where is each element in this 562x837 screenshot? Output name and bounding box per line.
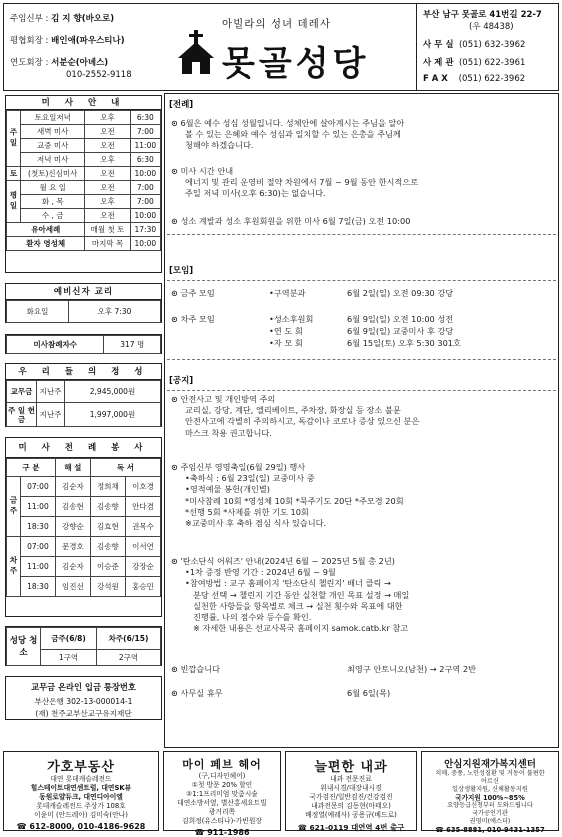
church-name: 못골성당 — [222, 44, 370, 84]
offering-box — [5, 363, 162, 427]
table-row: 18:30 임진선 강석원 홍승민 — [7, 577, 161, 597]
table-row: 주 일 헌 금 지난주 1,997,000원 — [7, 403, 161, 427]
liturgy-service-table — [6, 458, 161, 597]
ad-welfare-center: 안심지원재가복지센터 치매, 중풍, 노인성질환 및 거동이 불편한 어르신 일상생활지원, 신체활동지원 국가지원 100%~85% 요양등급신청부터 도와드립니다 국가공인기관 권영미(에스더) ☎ 635-8881, 010-9431-1357 — [421, 751, 559, 831]
notice-feast-day: ⊙ 주임신부 영명축일(6월 29일) 행사 •축하식 : 6월 23일(일) 교중미사 중 •영적예물 봉헌(개인별) *미사참례 10회 *영성체 10회 *묵주기도 20단 *주모경 20회 *선행 5회 *사제를 위한 기도 10회 ※교중미사 후 축하 겸심 식사 있습니다. — [171, 462, 404, 529]
notice-office-closed: ⊙ 사무실 휴무 6월 6일(목) — [171, 688, 391, 698]
account-title: 교무금 온라인 입금 통장번호 — [31, 682, 136, 692]
association-president-info: 연도회장 : 서분순(아녜스) — [10, 58, 109, 68]
ad-hair-salon: 마이 페브 헤어 (구,디자인헤어) ①첫 방문 20% 할인 ②1:1프리미엄 맞춤시술 대연소방서옆, 별산홍세요트빌 광거리쪽 김희정(유스티나)-가빈원장 ☎ 911-1986 — [163, 751, 281, 831]
phone-icon: ☎ — [297, 823, 307, 832]
meeting-section-title: [모임] — [169, 266, 194, 276]
rectory-phone: 사 제 관 (051) 622-3961 — [423, 58, 526, 68]
section-divider — [167, 234, 556, 235]
table-row: 환자 영성체 마지막 목 10:00 — [7, 237, 161, 251]
catechumen-class — [5, 283, 162, 323]
table-row: 화요일 오후 7:30 — [7, 301, 161, 323]
table-row: 교중 미사 오전 11:00 — [7, 139, 161, 153]
notice-safety: ⊙ 안전사고 및 개인방역 주의 교리실, 강당, 계단, 엘리베이트, 주차장, 화장실 등 장소 불문 안전사고에 각별히 주의하시고, 독감이나 코로나 증상 있으신 분은 마스크 착용 권고합니다. — [171, 394, 420, 438]
online-account — [5, 676, 162, 720]
notice-carbon-fast: ⊙ '탄소단식 어워즈' 안내(2024년 6월 ~ 2025년 5월 총 2년) •1차 증정 반영 기간 : 2024년 6월 ~ 9월 •참여방법 : 교구 홈페이지 '탄소단식 챌린지' 배너 클릭 → 분당 선택 → 챌린지 기간 동안 실천할 개인 목표 설정 → 매일 실천한 사항들을 항목별로 체크 → 실천 횟수와 목표에 대한 진행률, 나의 점수와 등수를 확인. ※ 자세한 내용은 선교사목국 홈페이지 samok.catb.kr 참고 — [171, 556, 410, 634]
church-building-icon — [176, 30, 216, 76]
mass-schedule-title: 미 사 안 내 — [6, 96, 161, 110]
church-logo-area — [170, 10, 410, 88]
table-row: 수 , 금 오전 10:00 — [7, 209, 161, 223]
ad-real-estate: 가호부동산 대연 롯데캐슬레전드 힐스테이트대연센트럴, 대연SK뷰 동원로얄듀크, 대연디아이엘 롯데캐슬레전드 주상가 108호 이윤미 (안드레아) 김미숙(안나) ☎ 612-8000, 010-4186-9628 — [3, 751, 159, 831]
notice-mass-time: ⊙ 미사 시간 안내 에너지 및 관리 운영비 절약 차원에서 7월 ~ 9월 동안 한시적으로 주일 저녁 미사(오후 6:30)는 없습니다. — [171, 166, 419, 199]
mass-schedule-table — [6, 110, 161, 251]
table-row: 교무금 지난주 2,945,000원 — [7, 381, 161, 403]
table-row: 18:30 강향순 김효현 권목수 — [7, 517, 161, 537]
notice-new-member: ⊙ 빈깝습니다 최영구 안토니오(남천) → 2구역 2반 — [171, 664, 476, 674]
table-row: 1구역 2구역 — [7, 649, 161, 665]
table-row: 토 (첫토)신심미사 오전 10:00 — [7, 167, 161, 181]
notice-vocation-mass: ⊙ 성소 계발과 성소 후원회원을 위한 미사 6월 7일(금) 오전 10:00 — [171, 216, 411, 226]
ad-clinic: 늘편한 내과 내과 전문진료 위내시경/대장내시경 국가검진/일반검진/건강검진 내과전문의 김동현(마태오) 배정열(예레사) 공용규(베드로) ☎ 621-0119 대연역 4번 출구 — [285, 751, 417, 831]
account-number: 부산은행 302-13-000014-1 — [34, 697, 133, 706]
table-row: 주일 토요일저녁 오후 6:30 — [7, 111, 161, 125]
address: 부산 남구 못골로 41번길 22-7 — [423, 10, 542, 20]
table-row: 11:00 김송현 김송향 안다겸 — [7, 497, 161, 517]
meeting-this-week: ⊙ 금주 모임 •구역분과 6월 2일(일) 오전 09:30 강당 — [171, 288, 454, 298]
liturgy-section-title: [전례] — [169, 100, 194, 110]
table-row: 저녁 미사 오후 6:30 — [7, 153, 161, 167]
notice-sacred-heart: ⊙ 6월은 예수 성심 성월입니다. 성체안에 살아계시는 주님을 알아 볼 수 있는 은혜와 예수 성심과 일치할 수 있는 은총을 주님께 청해야 하겠습니다. — [171, 118, 405, 151]
phone-icon: ☎ — [16, 822, 27, 831]
phone-icon: ☎ — [194, 828, 205, 837]
postal-code: (우 48438) — [469, 22, 514, 32]
offering-title: 우 리 들 의 정 성 — [6, 364, 161, 380]
table-row: 구 분 해 설 독 서 — [7, 459, 161, 477]
table-row: 미사참례자수 317 명 — [7, 336, 161, 354]
fax-number: F A X (051) 622-3962 — [423, 74, 526, 84]
office-phone: 사 무 실 (051) 632-3962 — [423, 40, 526, 50]
catechumen-title: 예비신자 교리 — [6, 284, 161, 300]
table-row: 11:00 김순자 이승준 강장순 — [7, 557, 161, 577]
council-president-info: 평협회장 : 배인애(파우스티나) — [10, 36, 125, 46]
liturgy-service-title: 미 사 전 례 봉 사 — [6, 438, 161, 458]
section-divider — [167, 280, 556, 281]
section-divider — [167, 359, 556, 360]
table-row: 금주 07:00 김순자 정희채 이호경 — [7, 477, 161, 497]
table-row: 차주 07:00 문경호 김송향 이서연 — [7, 537, 161, 557]
contact-panel — [416, 4, 558, 90]
liturgy-service — [5, 437, 162, 617]
attendance-box — [5, 334, 162, 354]
patron-subtitle: 아빌라의 성녀 데레사 — [222, 18, 331, 30]
account-holder: (재) 천주교부산교구유지재단 — [35, 709, 132, 718]
table-row: 평일 월 요 일 오전 7:00 — [7, 181, 161, 195]
meeting-next-week: ⊙ 차주 모임 •성소후원회 6월 9일(일) 오전 10:00 성전 — [171, 314, 454, 324]
bulletin-header — [3, 3, 559, 91]
mass-schedule — [5, 95, 162, 273]
table-row: 성당 청소 금주(6/8) 차주(6/15) — [7, 628, 161, 650]
church-cleaning — [5, 626, 162, 666]
phone-icon: ☎ — [435, 826, 444, 834]
section-divider — [167, 390, 556, 391]
pastor-info: 주임신부 : 김 지 향(바오로) — [10, 14, 115, 24]
notice-board: [전례] ⊙ 6월은 예수 성심 성월입니다. 성체안에 살아계시는 주님을 알아 볼 수 있는 은혜와 예수 성심과 일치할 수 있는 은총을 주님께 청해야 하겠습니다. ⊙ 미사 시간 안내 에너지 및 관리 운영비 절약 차원에서 7월 ~ 9월 동안 한시적으로 주일 저녁 미사(오후 6:30)는 없습니다. ⊙ 성소 계발과 성소 후원회원을 위한 미사 6월 7일(금) 오전 10:00 [모임] ⊙ 금주 모임 •구역분과 6월 2일(일) 오전 09:30 강당 ⊙ 차주 모임 •성소후원회 6월 9일(일) 오전 10:00 성전 •연 도 회 6월 9일(일) 교중미사 후 강당 •자 모 회 6월 15일(토) 오후 5:30 301호 [공지] ⊙ 안전사고 및 개인방역 주의 교리실, 강당, 계단, 엘리베이트, 주차장, 화장실 등 장소 불문 안전사고에 각별히 주의하시고, 독감이나 코로나 증상 있으신 분은 마스크 착용 권고합니다. ⊙ 주임신부 영명축일(6월 29일) 행사 •축하식 : 6월 23일(일) 교중미사 중 •영적예물 봉헌(개인별) *미사참례 10회 *영성체 10회 *묵주기도 20단 *주모경 20회 *선행 5회 *사제를 위한 기도 10회 ※교중미사 후 축하 겸심 식사 있습니다. ⊙ '탄소단식 어워즈' 안내(2024년 6월 ~ 2025년 5월 총 2년) •1차 증정 반영 기간 : 2024년 6월 ~ 9월 •참여방법 : 교구 홈페이지 '탄소단식 챌린지' 배너 클릭 → 분당 선택 → 챌린지 기간 동안 실천할 개인 목표 설정 → 매일 실천한 사항들을 항목별로 체크 → 실천 횟수와 목표에 대한 진행률, 나의 점수와 등수를 확인. ※ 자세한 내용은 선교사목국 홈페이지 samok.catb.kr 참고 ⊙ 빈깝습니다 최영구 안토니오(남천) → 2구역 2반 ⊙ 사무실 휴무 6월 6일(목) — [164, 93, 559, 748]
table-row: 새벽 미사 오전 7:00 — [7, 125, 161, 139]
table-row: 유아세례 매월 첫 토 17:30 — [7, 223, 161, 237]
table-row: 화 , 목 오후 7:00 — [7, 195, 161, 209]
association-phone: 010-2552-9118 — [66, 70, 132, 80]
announcement-section-title: [공지] — [169, 376, 194, 386]
